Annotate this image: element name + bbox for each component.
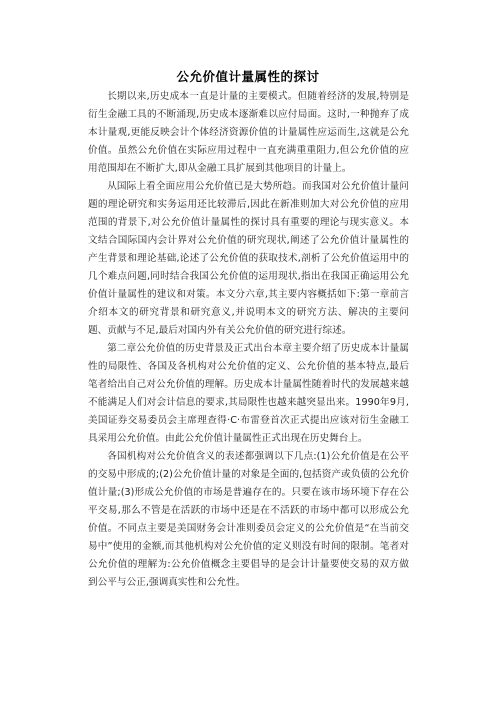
document-body bbox=[88, 88, 409, 592]
paragraph-1: 长期以来,历史成本一直是计量的主要模式。但随着经济的发展,特别是衍生金融工具的不断涌现,历史成本逐渐难以应付局面。这时,一种抛弃了成本计量观,更能反映会计个体经济资源价值的计量属性应运而生,这就是公允价值。虽然公允价值在实际应用过程中一直充满重重阻力,但公允价值的应用范围却在不断扩大,即从金融工具扩展到其他项目的计量上。 bbox=[88, 91, 409, 174]
paragraph-4: 各国机构对公允价值含义的表述都强调以下几点:(1)公允价值是在公平的交易中形成的;(2)公允价值计量的对象是全面的,包括资产或负债的公允价值计量;(3)形成公允价值的市场是普遍存在的。只要在该市场环境下存在公平交易,那么不管是在活跃的市场中还是在不活跃的市场中都可以形成公允价值。不同点主要是美国财务会计准则委员会定义的公允价值是“在当前交易中”使用的金额,而其他机构对公允价值的定义则没有时间的限制。笔者对公允价值的理解为:公允价值概念主要倡导的是会计计量要使交易的双方做到公平与公正,强调真实性和公允性。 bbox=[88, 451, 409, 588]
document-title: 公允价值计量属性的探讨 bbox=[176, 69, 320, 84]
paragraph-3: 第二章公允价值的历史背景及正式出台本章主要介绍了历史成本计量属性的局限性、各国及各机构对公允价值的定义、公允价值的基本特点,最后笔者给出自己对公允价值的理解。历史成本计量属性随着时代的发展越来越不能满足人们对会计信息的要求,其局限性也越来越突显出来。1990年9月,美国证券交易委员会主席理查得·C·布雷登首次正式提出应该对衍生金融工具采用公允价值。由此公允价值计量属性正式出现在历史舞台上。 bbox=[88, 343, 409, 444]
paragraph-2: 从国际上看全面应用公允价值已是大势所趋。而我国对公允价值计量问题的理论研究和实务运用还比较滞后,因此在新准则加大对公允价值的应用范围的背景下,对公允价值计量属性的探讨具有重要的理论与现实意义。本文结合国际国内会计界对公允价值的研究现状,阐述了公允价值计量属性的产生背景和理论基础,论述了公允价值的获取技术,剖析了公允价值运用中的几个难点问题,同时结合我国公允价值的运用现状,指出在我国正确运用公允价值计量属性的建议和对策。本文分六章,其主要内容概括如下:第一章前言介绍本文的研究背景和研究意义,并说明本文的研究方法、解决的主要问题、贡献与不足,最后对国内外有关公允价值的研究进行综述。 bbox=[88, 181, 409, 336]
